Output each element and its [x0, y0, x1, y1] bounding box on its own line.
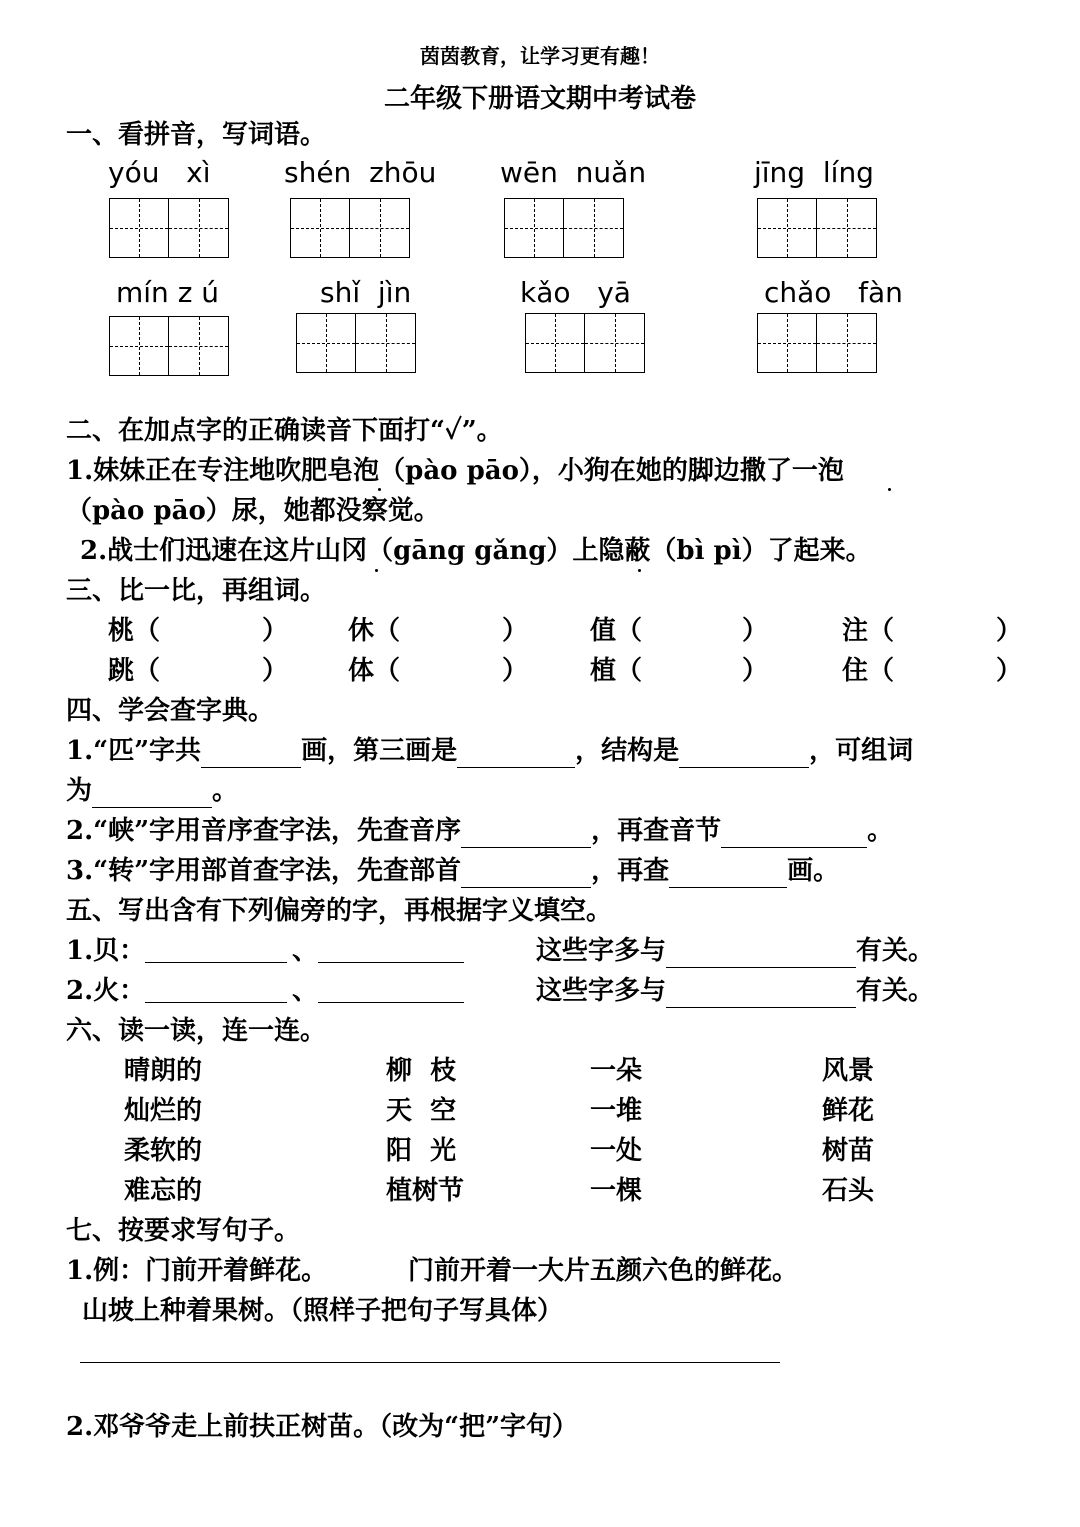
s5-q1-label: 1.贝：: [66, 936, 146, 966]
q3-text-a: 3.“转”字用部首查字法，先查部首: [66, 856, 462, 886]
match-col2-item[interactable]: 柳 枝: [386, 1056, 457, 1086]
section6-heading: 六、读一读，连一连。: [66, 1016, 327, 1046]
emphasis-dot: [888, 488, 891, 491]
answer-blank[interactable]: [666, 941, 856, 968]
compare-char-4: 注（: [842, 616, 895, 646]
pinyin-3: wēn nuǎn: [500, 156, 647, 189]
compare-close: ）: [262, 616, 289, 646]
q1-prompt: 这些字多与: [536, 936, 667, 966]
section7-heading: 七、按要求写句子。: [66, 1216, 301, 1246]
compare-char-2: 休（: [348, 616, 401, 646]
answer-blank[interactable]: [457, 741, 575, 768]
answer-blank[interactable]: [318, 1002, 464, 1003]
writing-grid-5[interactable]: [109, 316, 229, 376]
match-col3-item[interactable]: 一朵: [590, 1056, 643, 1086]
q1-text-e: 为: [66, 776, 93, 806]
section2-heading: 二、在加点字的正确读音下面打“✓”。: [66, 416, 503, 446]
compare-close: ）: [742, 616, 769, 646]
s2-question1-line2: （pào pāo）尿，她都没察觉。: [66, 496, 440, 526]
answer-blank[interactable]: [92, 781, 212, 808]
match-col2-item[interactable]: 植树节: [386, 1176, 465, 1206]
pinyin-4: jīng líng: [754, 156, 874, 189]
match-col1-item[interactable]: 柔软的: [124, 1136, 203, 1166]
emphasis-dot: [378, 488, 381, 491]
q1-text-f: 。: [212, 776, 239, 806]
pinyin-1: yóu xì: [108, 156, 211, 189]
s7-question2: 2.邓爷爷走上前扶正树苗。（改为“把”字句）: [66, 1412, 579, 1442]
q2-text-a: 2.“峡”字用音序查字法，先查音序: [66, 816, 462, 846]
answer-blank[interactable]: [666, 981, 856, 1008]
pinyin-6: shǐ jìn: [320, 276, 412, 309]
compare-close: ）: [996, 656, 1023, 686]
answer-blank[interactable]: [721, 821, 867, 848]
compare-char-5: 跳（: [108, 656, 161, 686]
compare-close: ）: [502, 656, 529, 686]
match-col1-item[interactable]: 难忘的: [124, 1176, 203, 1206]
match-col4-item[interactable]: 树苗: [822, 1136, 875, 1166]
pinyin-8: chǎo fàn: [764, 276, 903, 309]
compare-char-3: 值（: [590, 616, 643, 646]
writing-grid-3[interactable]: [504, 198, 624, 258]
q1-text-c: ，结构是: [575, 736, 680, 766]
header-slogan: 茵茵教育，让学习更有趣！: [420, 44, 660, 68]
compare-char-1: 桃（: [108, 616, 161, 646]
s7-example-expanded: 门前开着一大片五颜六色的鲜花。: [408, 1256, 799, 1286]
answer-blank[interactable]: [201, 741, 301, 768]
match-col2-item[interactable]: 天 空: [386, 1096, 457, 1126]
s4-question1: [66, 734, 913, 768]
q1-end: 有关。: [856, 936, 935, 966]
match-col4-item[interactable]: 鲜花: [822, 1096, 875, 1126]
s7-question1: 山坡上种着果树。（照样子把句子写具体）: [82, 1296, 564, 1326]
s4-question1-cont: [66, 774, 238, 808]
compare-char-7: 植（: [590, 656, 643, 686]
s5-q2-text: [536, 974, 934, 1008]
s5-q1-sep: 、: [292, 936, 319, 966]
q2-end: 有关。: [856, 976, 935, 1006]
q3-text-b: ，再查: [591, 856, 670, 886]
s5-q1-text: [536, 934, 934, 968]
page-title: 二年级下册语文期中考试卷: [383, 84, 696, 114]
compare-close: ）: [742, 656, 769, 686]
answer-blank[interactable]: [461, 821, 591, 848]
compare-close: ）: [502, 616, 529, 646]
match-col3-item[interactable]: 一堆: [590, 1096, 643, 1126]
match-col1-item[interactable]: 晴朗的: [124, 1056, 203, 1086]
match-col1-item[interactable]: 灿烂的: [124, 1096, 203, 1126]
answer-blank[interactable]: [145, 1002, 287, 1003]
q3-text-c: 画。: [787, 856, 840, 886]
answer-blank[interactable]: [679, 741, 809, 768]
compare-close: ）: [996, 616, 1023, 646]
writing-grid-7[interactable]: [525, 313, 645, 373]
q1-text-d: ，可组词: [809, 736, 914, 766]
answer-blank[interactable]: [669, 861, 787, 888]
s4-question3: [66, 854, 839, 888]
writing-grid-2[interactable]: [290, 198, 410, 258]
emphasis-dot: [638, 569, 641, 572]
q1-text-b: 画，第三画是: [301, 736, 458, 766]
writing-grid-6[interactable]: [296, 313, 416, 373]
match-col3-item[interactable]: 一处: [590, 1136, 643, 1166]
s2-question1-line1: 1.妹妹正在专注地吹肥皂泡（pào pāo），小狗在她的脚边撒了一泡: [66, 456, 844, 486]
s5-q2-label: 2.火：: [66, 976, 146, 1006]
match-col3-item[interactable]: 一棵: [590, 1176, 643, 1206]
compare-char-6: 体（: [348, 656, 401, 686]
s7-example-original: 1.例：门前开着鲜花。: [66, 1256, 328, 1286]
writing-grid-1[interactable]: [109, 198, 229, 258]
pinyin-5: mín z ú: [116, 276, 220, 309]
q2-text-c: 。: [867, 816, 894, 846]
answer-blank[interactable]: [145, 962, 287, 963]
writing-grid-4[interactable]: [757, 198, 877, 258]
q2-prompt: 这些字多与: [536, 976, 667, 1006]
section4-heading: 四、学会查字典。: [66, 696, 275, 726]
section3-heading: 三、比一比，再组词。: [66, 576, 327, 606]
pinyin-2: shén zhōu: [284, 156, 437, 189]
pinyin-7: kǎo yā: [520, 276, 631, 309]
s4-question2: [66, 814, 893, 848]
q1-text-a: 1.“匹”字共: [66, 736, 202, 766]
compare-close: ）: [262, 656, 289, 686]
q2-text-b: ，再查音节: [591, 816, 722, 846]
writing-grid-8[interactable]: [757, 313, 877, 373]
match-col2-item[interactable]: 阳 光: [386, 1136, 457, 1166]
section5-heading: 五、写出含有下列偏旁的字，再根据字义填空。: [66, 896, 613, 926]
answer-blank[interactable]: [461, 861, 591, 888]
compare-char-8: 住（: [842, 656, 895, 686]
answer-blank[interactable]: [318, 962, 464, 963]
emphasis-dot: [375, 569, 378, 572]
match-col4-item[interactable]: 风景: [822, 1056, 875, 1086]
match-col4-item[interactable]: 石头: [822, 1176, 875, 1206]
s5-q2-sep: 、: [292, 976, 319, 1006]
answer-line[interactable]: [80, 1362, 780, 1363]
s2-question2: 2.战士们迅速在这片山冈（gāng gǎng）上隐蔽（bì pì）了起来。: [80, 536, 872, 566]
section1-heading: 一、看拼音，写词语。: [66, 120, 327, 150]
